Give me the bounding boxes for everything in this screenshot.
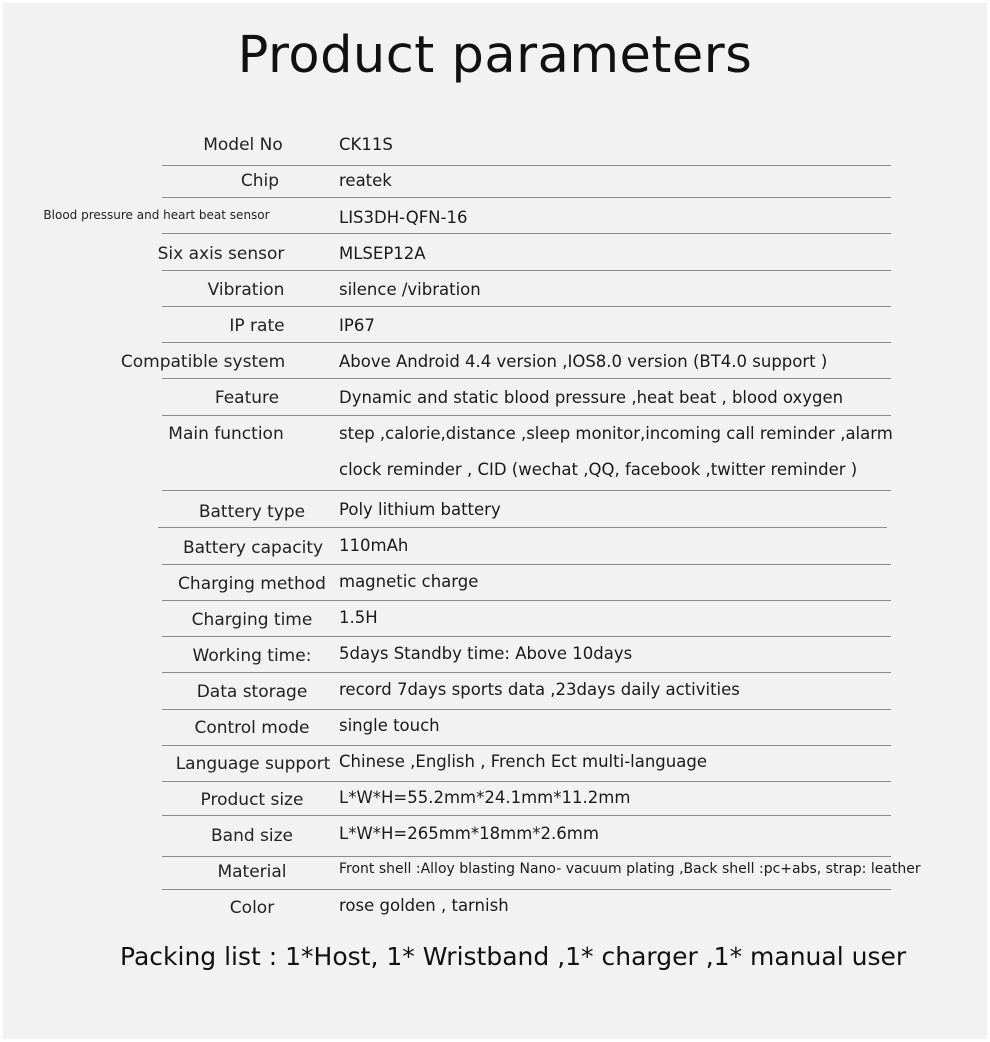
row-label: Model No (203, 135, 283, 155)
row-label: Charging method (178, 574, 326, 594)
row-label: Six axis sensor (157, 244, 285, 264)
row-value: IP67 (339, 316, 375, 335)
table-row (0, 856, 990, 892)
row-label: Working time: (192, 646, 312, 666)
row-value: L*W*H=265mm*18mm*2.6mm (339, 824, 599, 843)
row-label: Data storage (196, 682, 308, 702)
table-row (0, 313, 990, 349)
table-row (0, 168, 990, 204)
row-divider (162, 197, 891, 198)
row-label: Product size (200, 790, 304, 810)
row-value: Dynamic and static blood pressure ,heat beat , blood oxygen (339, 388, 844, 407)
row-value: magnetic charge (339, 572, 479, 591)
row-divider (162, 781, 891, 782)
table-row (0, 349, 990, 385)
row-divider (162, 306, 891, 307)
row-label: Color (229, 898, 275, 918)
table-row (0, 677, 990, 713)
row-divider (162, 564, 891, 565)
row-value: 5days Standby time: Above 10days (339, 644, 633, 663)
row-value: Front shell :Alloy blasting Nano- vacuum plating ,Back shell :pc+abs, strap: leather (339, 861, 921, 877)
table-row (0, 132, 990, 168)
row-divider (158, 527, 887, 528)
row-label: Material (217, 862, 287, 882)
table-row (0, 749, 990, 785)
row-value: clock reminder , CID (wechat ,QQ, facebook ,twitter reminder ) (339, 460, 858, 479)
table-row (0, 457, 990, 493)
row-value: silence /vibration (339, 280, 481, 299)
table-row (0, 713, 990, 749)
row-value: step ,calorie,distance ,sleep monitor,incoming call reminder ,alarm (339, 424, 893, 443)
row-divider (162, 672, 891, 673)
table-row (0, 421, 990, 457)
row-label: Chip (240, 171, 280, 191)
table-row (0, 277, 990, 313)
row-value: LIS3DH-QFN-16 (339, 208, 468, 227)
table-row (0, 205, 990, 241)
row-divider (162, 889, 891, 890)
row-value: rose golden , tarnish (339, 896, 509, 915)
row-value: L*W*H=55.2mm*24.1mm*11.2mm (339, 788, 631, 807)
row-value: 110mAh (339, 536, 409, 555)
row-value: CK11S (339, 135, 393, 154)
row-divider (162, 490, 891, 491)
page-title: Product parameters (237, 26, 753, 85)
row-divider (162, 415, 891, 416)
table-row (0, 893, 990, 929)
row-value: Chinese ,English , French Ect multi-language (339, 752, 707, 771)
row-label: Battery type (198, 502, 306, 522)
row-divider (162, 636, 891, 637)
row-divider (162, 342, 891, 343)
row-label: Charging time (191, 610, 313, 630)
row-value: Poly lithium battery (339, 500, 501, 519)
row-divider (162, 745, 891, 746)
row-label: Language support (175, 754, 331, 774)
row-value: 1.5H (339, 608, 378, 627)
row-divider (162, 815, 891, 816)
row-label: Band size (210, 826, 293, 846)
row-divider (162, 165, 891, 166)
row-value: Above Android 4.4 version ,IOS8.0 version (BT4.0 support ) (339, 352, 828, 371)
row-label: Compatible system (120, 352, 286, 372)
row-label: IP rate (229, 316, 285, 336)
row-label: Vibration (207, 280, 285, 300)
row-label: Battery capacity (182, 538, 324, 558)
packing-list: Packing list : 1*Host, 1* Wristband ,1* charger ,1* manual user (120, 942, 907, 971)
row-divider (162, 233, 891, 234)
row-label: Control mode (194, 718, 310, 738)
row-label: Feature (214, 388, 280, 408)
table-row (0, 241, 990, 277)
row-divider (162, 378, 891, 379)
row-label: Blood pressure and heart beat sensor (43, 208, 270, 222)
row-divider (162, 270, 891, 271)
table-row (0, 821, 990, 857)
row-label: Main function (168, 424, 284, 444)
row-divider (162, 709, 891, 710)
row-value: MLSEP12A (339, 244, 426, 263)
row-divider (162, 600, 891, 601)
row-value: reatek (339, 171, 392, 190)
row-value: single touch (339, 716, 440, 735)
row-value: record 7days sports data ,23days daily activities (339, 680, 740, 699)
